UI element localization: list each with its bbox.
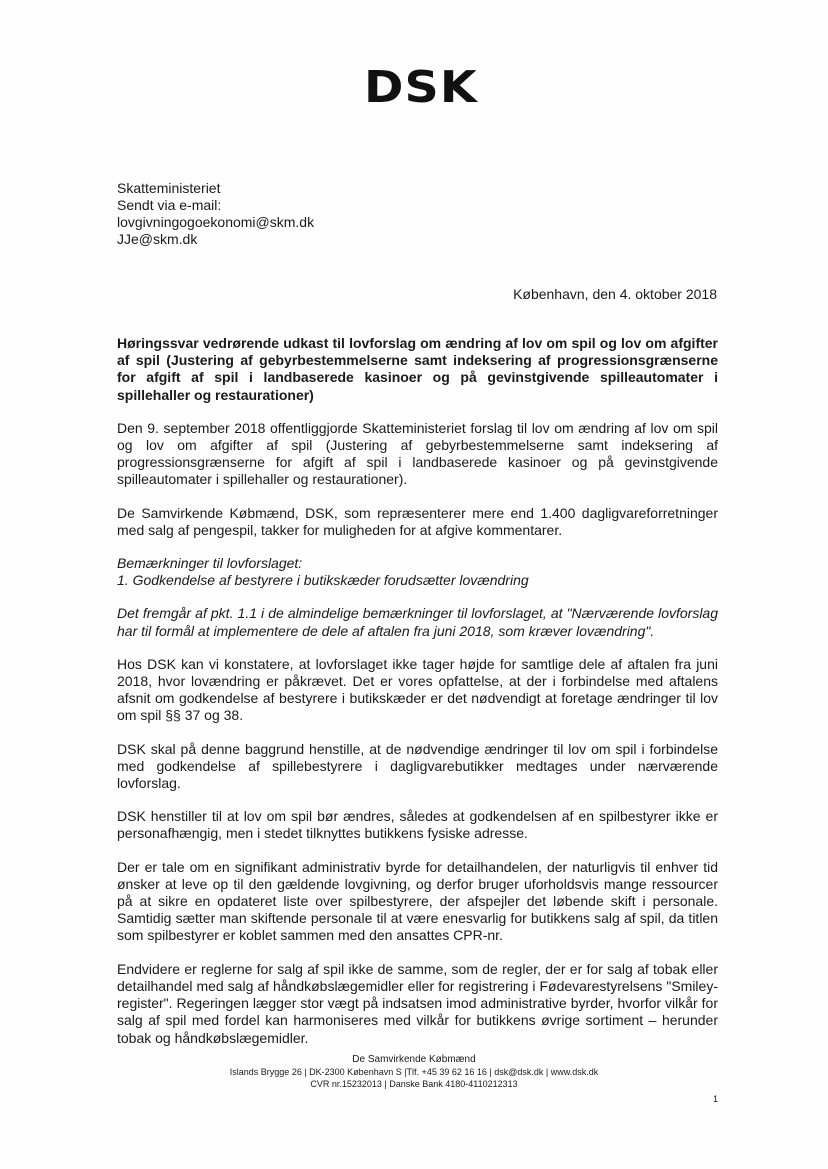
- subject-heading: Høringssvar vedrørende udkast til lovforslag om ændring af lov om spil og lov om afgifter af spil (Justering af gebyrbestemmelserne samt indeksering af progressionsgrænserne for afgift af spil i landbaserede kasinoer og på gevinstgivende spilleautomater i spillehaller og restaurationer): [117, 335, 718, 403]
- letter-date: København, den 4. oktober 2018: [513, 286, 717, 302]
- paragraph-5: DSK skal på denne baggrund henstille, at de nødvendige ændringer til lov om spil i forbindelse med godkendelse af spillebestyrere i dagligvarebutikker medtages under nærværende lovforslag.: [117, 740, 718, 792]
- paragraph-6: DSK henstiller til at lov om spil bør ændres, således at godkendelsen af en spilbestyrer ikke er personafhængig, men i stedet tilknyttes butikkens fysiske adresse.: [117, 808, 718, 842]
- letter-footer: [0, 1054, 828, 1090]
- footer-org: De Samvirkende Købmænd: [352, 1054, 476, 1065]
- page-number: 1: [713, 1094, 719, 1104]
- recipient-address: [117, 180, 314, 248]
- paragraph-8: Endvidere er reglerne for salg af spil ikke de samme, som de regler, der er for salg af tobak eller detailhandel med salg af håndkøbslægemidler eller for registrering i Fødevarestyrelsens "Smiley-register". Regeringen lægger stor vægt på indsatsen imod administrative byrder, hvorfor vilkår for salg af spil med fordel kan harmoniseres med vilkår for butikkens øvrige sortiment – herunder tobak og håndkøbslægemidler.: [117, 960, 718, 1046]
- remark-1-heading: 1. Godkendelse af bestyrere i butikskæder forudsætter lovændring: [117, 572, 529, 589]
- paragraph-3: Det fremgår af pkt. 1.1 i de almindelige bemærkninger til lovforslaget, at "Nærværende lovforslag har til formål at implementere de dele af aftalen fra juni 2018, som kræver lovændring".: [117, 605, 718, 639]
- paragraph-4: Hos DSK kan vi konstatere, at lovforslaget ikke tager højde for samtlige dele af aftalen fra juni 2018, hvor lovændring er påkrævet. Det er vores opfattelse, at der i forbindelse med aftalens afsnit om godkendelse af bestyrere i butikskæder er det nødvendigt at foretage ændringer til lov om spil §§ 37 og 38.: [117, 655, 718, 724]
- recipient-email-1: lovgivningogoekonomi@skm.dk: [117, 214, 315, 230]
- dsk-logo: DSK: [364, 62, 478, 113]
- sent-via-label: Sendt via e-mail:: [117, 197, 222, 213]
- recipient-name: Skatteministeriet: [117, 180, 221, 196]
- letter-body: [117, 335, 718, 1063]
- paragraph-7: Der er tale om en signifikant administrativ byrde for detailhandelen, der naturligvis til enhver tid ønsker at leve op til den gældende lovgivning, og derfor bruger uforholdsvis mange ressourcer på at sikre en opdateret liste over spilbestyrere, der afspejler det løbende skift i personale. Samtidig sætter man skiftende personale til at være enesvarlig for butikkens salg af spil, da titlen som spilbestyrer er koblet sammen med den ansattes CPR-nr.: [117, 858, 718, 944]
- paragraph-2: De Samvirkende Købmænd, DSK, som repræsenterer mere end 1.400 dagligvareforretninger med salg af pengespil, takker for muligheden for at afgive kommentarer.: [117, 504, 718, 538]
- footer-registry: CVR nr.15232013 | Danske Bank 4180-4110212313: [310, 1079, 518, 1089]
- paragraph-1: Den 9. september 2018 offentliggjorde Skatteministeriet forslag til lov om ændring af lov om spil og lov om afgifter af spil (Justering af gebyrbestemmelserne samt indeksering af progressionsgrænserne for afgift af spil i landbaserede kasinoer og på gevinstgivende spilleautomater i spillehaller og restaurationer).: [117, 419, 718, 488]
- remarks-heading: Bemærkninger til lovforslaget:: [117, 555, 303, 572]
- section-heading: [117, 555, 718, 589]
- recipient-email-2: JJe@skm.dk: [117, 231, 198, 247]
- footer-address: Islands Brygge 26 | DK-2300 København S |Tlf. +45 39 62 16 16 | dsk@dsk.dk | www.dsk.dk: [229, 1067, 599, 1077]
